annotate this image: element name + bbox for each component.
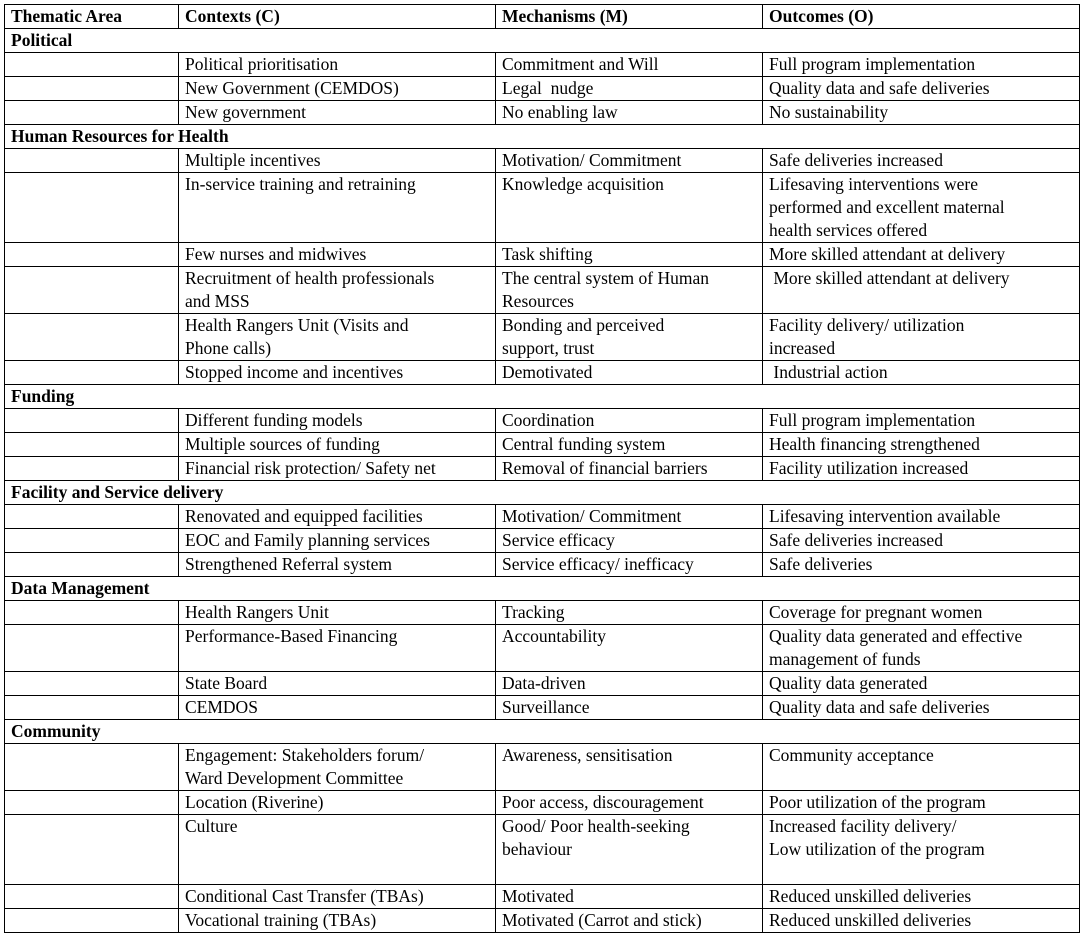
cell-text-line: Ward Development Committee (185, 768, 404, 788)
table-row (5, 625, 1080, 672)
thematic-area-empty-cell (5, 173, 179, 243)
cell-text-line: Increased facility delivery/ (769, 816, 957, 836)
theme-row (5, 481, 1080, 505)
cell-text-line: CEMDOS (185, 697, 258, 717)
cell-text-line: Coverage for pregnant women (769, 602, 983, 622)
outcome-cell (763, 696, 1080, 720)
mechanism-cell (496, 625, 763, 672)
context-cell (179, 601, 496, 625)
thematic-area-empty-cell (5, 361, 179, 385)
thematic-area-empty-cell (5, 744, 179, 791)
context-cell (179, 885, 496, 909)
table-row (5, 267, 1080, 314)
thematic-area-empty-cell (5, 672, 179, 696)
cell-text-line: Motivated (Carrot and stick) (502, 910, 702, 930)
outcome-cell (763, 744, 1080, 791)
outcome-cell (763, 505, 1080, 529)
table-row (5, 361, 1080, 385)
thematic-area-label: Facility and Service delivery (5, 481, 1080, 505)
cell-text-line: Political prioritisation (185, 54, 339, 74)
table-body (5, 29, 1080, 933)
context-cell (179, 433, 496, 457)
table-row (5, 791, 1080, 815)
thematic-area-empty-cell (5, 553, 179, 577)
cell-text-line: Bonding and perceived (502, 315, 665, 335)
thematic-area-label: Community (5, 720, 1080, 744)
context-cell (179, 625, 496, 672)
thematic-area-empty-cell (5, 267, 179, 314)
cell-text-line: Full program implementation (769, 410, 976, 430)
thematic-area-empty-cell (5, 885, 179, 909)
table-row (5, 173, 1080, 243)
mechanism-cell (496, 672, 763, 696)
cell-text-line: Engagement: Stakeholders forum/ (185, 745, 425, 765)
header-thematic-area: Thematic Area (5, 5, 179, 29)
table-row (5, 101, 1080, 125)
table-row (5, 885, 1080, 909)
thematic-area-empty-cell (5, 529, 179, 553)
outcome-cell (763, 672, 1080, 696)
outcome-cell (763, 457, 1080, 481)
thematic-area-empty-cell (5, 53, 179, 77)
outcome-cell (763, 409, 1080, 433)
cell-text-line: Reduced unskilled deliveries (769, 886, 972, 906)
thematic-area-empty-cell (5, 505, 179, 529)
mechanism-cell (496, 101, 763, 125)
mechanism-cell (496, 267, 763, 314)
cell-text-line: Poor access, discouragement (502, 792, 704, 812)
context-cell (179, 267, 496, 314)
cell-text-line: management of funds (769, 649, 921, 669)
table-row (5, 457, 1080, 481)
thematic-area-label: Political (5, 29, 1080, 53)
thematic-area-empty-cell (5, 791, 179, 815)
cell-text-line: The central system of Human (502, 268, 710, 288)
thematic-area-empty-cell (5, 243, 179, 267)
outcome-cell (763, 53, 1080, 77)
cell-text-line: Central funding system (502, 434, 666, 454)
context-cell (179, 173, 496, 243)
cell-text-line: Motivated (502, 886, 574, 906)
cell-text-line: Task shifting (502, 244, 593, 264)
thematic-area-empty-cell (5, 457, 179, 481)
cell-text-line: Culture (185, 816, 238, 836)
context-cell (179, 553, 496, 577)
cell-text-line: Community acceptance (769, 745, 934, 765)
mechanism-cell (496, 433, 763, 457)
context-cell (179, 243, 496, 267)
header-outcomes: Outcomes (O) (763, 5, 1080, 29)
thematic-area-empty-cell (5, 77, 179, 101)
cell-text-line: Health Rangers Unit (185, 602, 329, 622)
thematic-area-empty-cell (5, 314, 179, 361)
cell-text-line: Knowledge acquisition (502, 174, 664, 194)
context-cell (179, 909, 496, 933)
mechanism-cell (496, 314, 763, 361)
thematic-area-label: Human Resources for Health (5, 125, 1080, 149)
theme-row (5, 385, 1080, 409)
outcome-cell (763, 433, 1080, 457)
cell-text-line: Multiple incentives (185, 150, 321, 170)
cell-text-line: Phone calls) (185, 338, 272, 358)
cmo-table (4, 4, 1080, 933)
thematic-area-empty-cell (5, 433, 179, 457)
mechanism-cell (496, 243, 763, 267)
context-cell (179, 101, 496, 125)
theme-row (5, 29, 1080, 53)
table-row (5, 909, 1080, 933)
mechanism-cell (496, 601, 763, 625)
cell-text-line: Service efficacy (502, 530, 615, 550)
mechanism-cell (496, 361, 763, 385)
cell-text-line: Motivation/ Commitment (502, 506, 682, 526)
thematic-area-empty-cell (5, 409, 179, 433)
cell-text-line: No sustainability (769, 102, 889, 122)
outcome-cell (763, 149, 1080, 173)
cell-text-line: Removal of financial barriers (502, 458, 708, 478)
cell-text-line: Safe deliveries increased (769, 530, 943, 550)
cell-text-line: Health Rangers Unit (Visits and (185, 315, 409, 335)
mechanism-cell (496, 909, 763, 933)
cell-text-line: Financial risk protection/ Safety net (185, 458, 436, 478)
context-cell (179, 696, 496, 720)
theme-row (5, 125, 1080, 149)
cell-text-line: Renovated and equipped facilities (185, 506, 423, 526)
context-cell (179, 53, 496, 77)
cell-text-line: Lifesaving intervention available (769, 506, 1001, 526)
cell-text-line: Full program implementation (769, 54, 976, 74)
mechanism-cell (496, 457, 763, 481)
mechanism-cell (496, 553, 763, 577)
thematic-area-label: Data Management (5, 577, 1080, 601)
cell-text-line: Accountability (502, 626, 607, 646)
table-row (5, 149, 1080, 173)
cell-text-line: Recruitment of health professionals (185, 268, 435, 288)
cell-text-line: Quality data generated and effective (769, 626, 1023, 646)
cell-text-line: More skilled attendant at delivery (769, 244, 1006, 264)
cell-text-line: Health financing strengthened (769, 434, 980, 454)
mechanism-cell (496, 696, 763, 720)
cell-text-line: performed and excellent maternal (769, 197, 1005, 217)
cell-text-line: Motivation/ Commitment (502, 150, 682, 170)
header-contexts: Contexts (C) (179, 5, 496, 29)
cell-text-line: Poor utilization of the program (769, 792, 986, 812)
cell-text-line: Facility utilization increased (769, 458, 969, 478)
outcome-cell (763, 173, 1080, 243)
context-cell (179, 505, 496, 529)
table-row (5, 815, 1080, 885)
cell-text-line: Surveillance (502, 697, 590, 717)
table-row (5, 409, 1080, 433)
context-cell (179, 361, 496, 385)
cell-text-line: In-service training and retraining (185, 174, 416, 194)
mechanism-cell (496, 744, 763, 791)
outcome-cell (763, 529, 1080, 553)
context-cell (179, 314, 496, 361)
cell-text-line: New Government (CEMDOS) (185, 78, 399, 98)
cell-text-line (769, 861, 1073, 884)
cell-text-line: Tracking (502, 602, 565, 622)
cell-text-line: EOC and Family planning services (185, 530, 430, 550)
mechanism-cell (496, 505, 763, 529)
context-cell (179, 77, 496, 101)
cell-text-line: increased (769, 338, 836, 358)
mechanism-cell (496, 409, 763, 433)
cell-text-line: Strengthened Referral system (185, 554, 393, 574)
thematic-area-empty-cell (5, 909, 179, 933)
cell-text-line: More skilled attendant at delivery (769, 268, 1010, 288)
cell-text-line: Multiple sources of funding (185, 434, 380, 454)
table-row (5, 696, 1080, 720)
context-cell (179, 149, 496, 173)
table-row (5, 53, 1080, 77)
cell-text-line: behaviour (502, 839, 572, 859)
context-cell (179, 529, 496, 553)
context-cell (179, 791, 496, 815)
mechanism-cell (496, 53, 763, 77)
cell-text-line: New government (185, 102, 307, 122)
mechanism-cell (496, 885, 763, 909)
cell-text-line: Different funding models (185, 410, 363, 430)
table-row (5, 505, 1080, 529)
cell-text-line: Quality data and safe deliveries (769, 78, 990, 98)
cell-text-line: Demotivated (502, 362, 593, 382)
thematic-area-empty-cell (5, 149, 179, 173)
table-row (5, 529, 1080, 553)
context-cell (179, 815, 496, 885)
cell-text-line: Lifesaving interventions were (769, 174, 978, 194)
thematic-area-empty-cell (5, 625, 179, 672)
context-cell (179, 457, 496, 481)
table-row (5, 77, 1080, 101)
table-row (5, 243, 1080, 267)
cell-text-line: Vocational training (TBAs) (185, 910, 377, 930)
cell-text-line: Industrial action (769, 362, 888, 382)
thematic-area-empty-cell (5, 696, 179, 720)
outcome-cell (763, 77, 1080, 101)
table-row (5, 744, 1080, 791)
cell-text-line: Low utilization of the program (769, 839, 985, 859)
cell-text-line: Resources (502, 291, 574, 311)
cell-text-line: Safe deliveries (769, 554, 873, 574)
mechanism-cell (496, 529, 763, 553)
outcome-cell (763, 243, 1080, 267)
outcome-cell (763, 909, 1080, 933)
outcome-cell (763, 601, 1080, 625)
cell-text-line: Data-driven (502, 673, 586, 693)
mechanism-cell (496, 77, 763, 101)
thematic-area-empty-cell (5, 101, 179, 125)
outcome-cell (763, 553, 1080, 577)
cell-text-line: support, trust (502, 338, 595, 358)
cell-text-line: Commitment and Will (502, 54, 659, 74)
mechanism-cell (496, 149, 763, 173)
theme-row (5, 577, 1080, 601)
cell-text-line: Service efficacy/ inefficacy (502, 554, 694, 574)
mechanism-cell (496, 791, 763, 815)
outcome-cell (763, 101, 1080, 125)
outcome-cell (763, 361, 1080, 385)
thematic-area-label: Funding (5, 385, 1080, 409)
cell-text-line: Coordination (502, 410, 595, 430)
cell-text-line: No enabling law (502, 102, 618, 122)
cell-text-line: health services offered (769, 220, 928, 240)
table-row (5, 672, 1080, 696)
cell-text-line: Reduced unskilled deliveries (769, 910, 972, 930)
thematic-area-empty-cell (5, 601, 179, 625)
context-cell (179, 744, 496, 791)
context-cell (179, 409, 496, 433)
outcome-cell (763, 815, 1080, 885)
cell-text-line: Facility delivery/ utilization (769, 315, 965, 335)
header-row (5, 5, 1080, 29)
thematic-area-empty-cell (5, 815, 179, 885)
cell-text-line: and MSS (185, 291, 250, 311)
cell-text-line: Stopped income and incentives (185, 362, 404, 382)
outcome-cell (763, 314, 1080, 361)
table-row (5, 553, 1080, 577)
mechanism-cell (496, 173, 763, 243)
cell-text-line: Good/ Poor health-seeking (502, 816, 690, 836)
outcome-cell (763, 885, 1080, 909)
outcome-cell (763, 791, 1080, 815)
table-row (5, 433, 1080, 457)
cell-text-line: Quality data and safe deliveries (769, 697, 990, 717)
mechanism-cell (496, 815, 763, 885)
cell-text-line: Legal nudge (502, 78, 594, 98)
table-row (5, 314, 1080, 361)
header-mechanisms: Mechanisms (M) (496, 5, 763, 29)
cell-text-line: Conditional Cast Transfer (TBAs) (185, 886, 424, 906)
theme-row (5, 720, 1080, 744)
table-row (5, 601, 1080, 625)
cell-text-line: Quality data generated (769, 673, 928, 693)
cell-text-line: Few nurses and midwives (185, 244, 367, 264)
outcome-cell (763, 625, 1080, 672)
cell-text-line: Location (Riverine) (185, 792, 324, 812)
outcome-cell (763, 267, 1080, 314)
cell-text-line: State Board (185, 673, 268, 693)
cell-text-line: Performance-Based Financing (185, 626, 398, 646)
cell-text-line: Safe deliveries increased (769, 150, 943, 170)
context-cell (179, 672, 496, 696)
cell-text-line: Awareness, sensitisation (502, 745, 673, 765)
